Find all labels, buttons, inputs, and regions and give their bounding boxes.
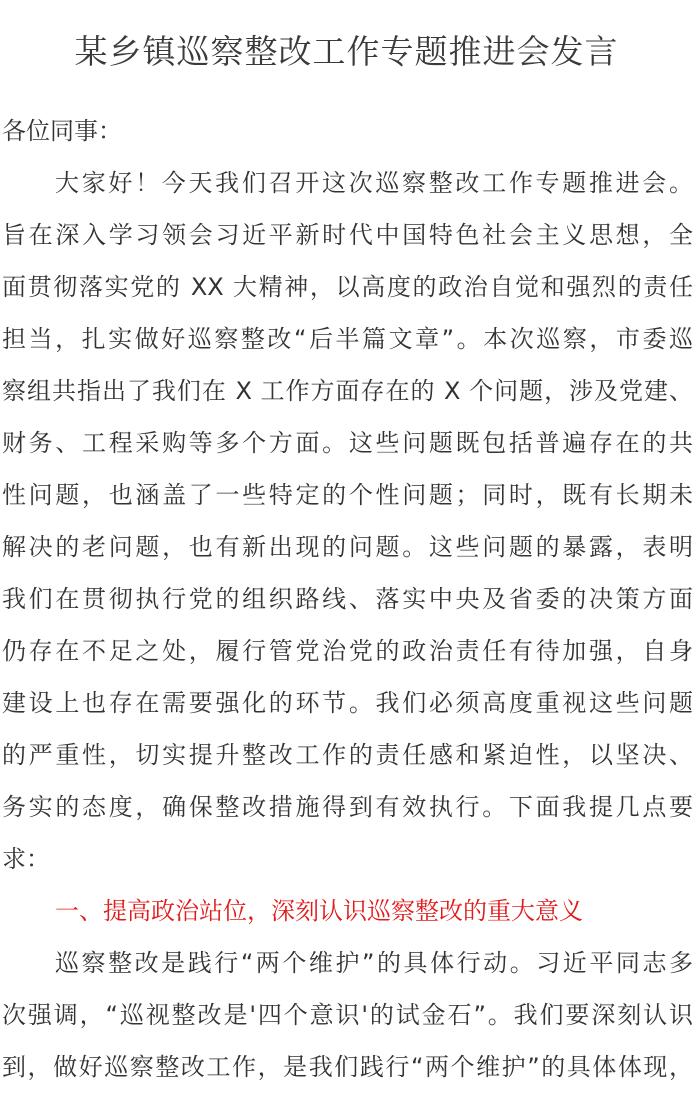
section-heading: 一、提高政治站位，深刻认识巡察整改的重大意义 — [55, 897, 583, 925]
section-paragraph-line: 次强调，“巡视整改是'四个意识'的试金石”。我们要深刻认识 — [2, 1001, 693, 1029]
paragraph-line: 财务、工程采购等多个方面。这些问题既包括普遍存在的共 — [2, 429, 693, 457]
paragraph-line: 察组共指出了我们在 X 工作方面存在的 X 个问题，涉及党建、 — [2, 377, 693, 405]
paragraph-line: 解决的老问题，也有新出现的问题。这些问题的暴露，表明 — [2, 533, 693, 561]
paragraph-line: 担当，扎实做好巡察整改“后半篇文章”。本次巡察，市委巡 — [2, 325, 693, 353]
paragraph-line: 的严重性，切实提升整改工作的责任感和紧迫性，以坚决、 — [2, 741, 693, 769]
paragraph-line: 性问题，也涵盖了一些特定的个性问题；同时，既有长期未 — [2, 481, 693, 509]
paragraph-line: 大家好！今天我们召开这次巡察整改工作专题推进会。 — [55, 169, 693, 197]
paragraph-line: 建设上也存在需要强化的环节。我们必须高度重视这些问题 — [2, 689, 693, 717]
paragraph-line: 面贯彻落实党的 XX 大精神，以高度的政治自觉和强烈的责任 — [2, 273, 693, 301]
paragraph-line: 仍存在不足之处，履行管党治党的政治责任有待加强，自身 — [2, 637, 693, 665]
salutation: 各位同事： — [2, 117, 122, 145]
paragraph-line: 我们在贯彻执行党的组织路线、落实中央及省委的决策方面 — [2, 585, 693, 613]
document-title: 某乡镇巡察整改工作专题推进会发言 — [74, 32, 619, 71]
document-body — [2, 105, 693, 1093]
section-paragraph-line: 到，做好巡察整改工作，是我们践行“两个维护”的具体体现， — [2, 1053, 693, 1081]
paragraph-line: 务实的态度，确保整改措施得到有效执行。下面我提几点要 — [2, 793, 693, 821]
section-paragraph-line: 巡察整改是践行“两个维护”的具体行动。习近平同志多 — [55, 949, 693, 977]
paragraph-line: 求： — [2, 845, 50, 873]
paragraph-line: 旨在深入学习领会习近平新时代中国特色社会主义思想，全 — [2, 221, 693, 249]
